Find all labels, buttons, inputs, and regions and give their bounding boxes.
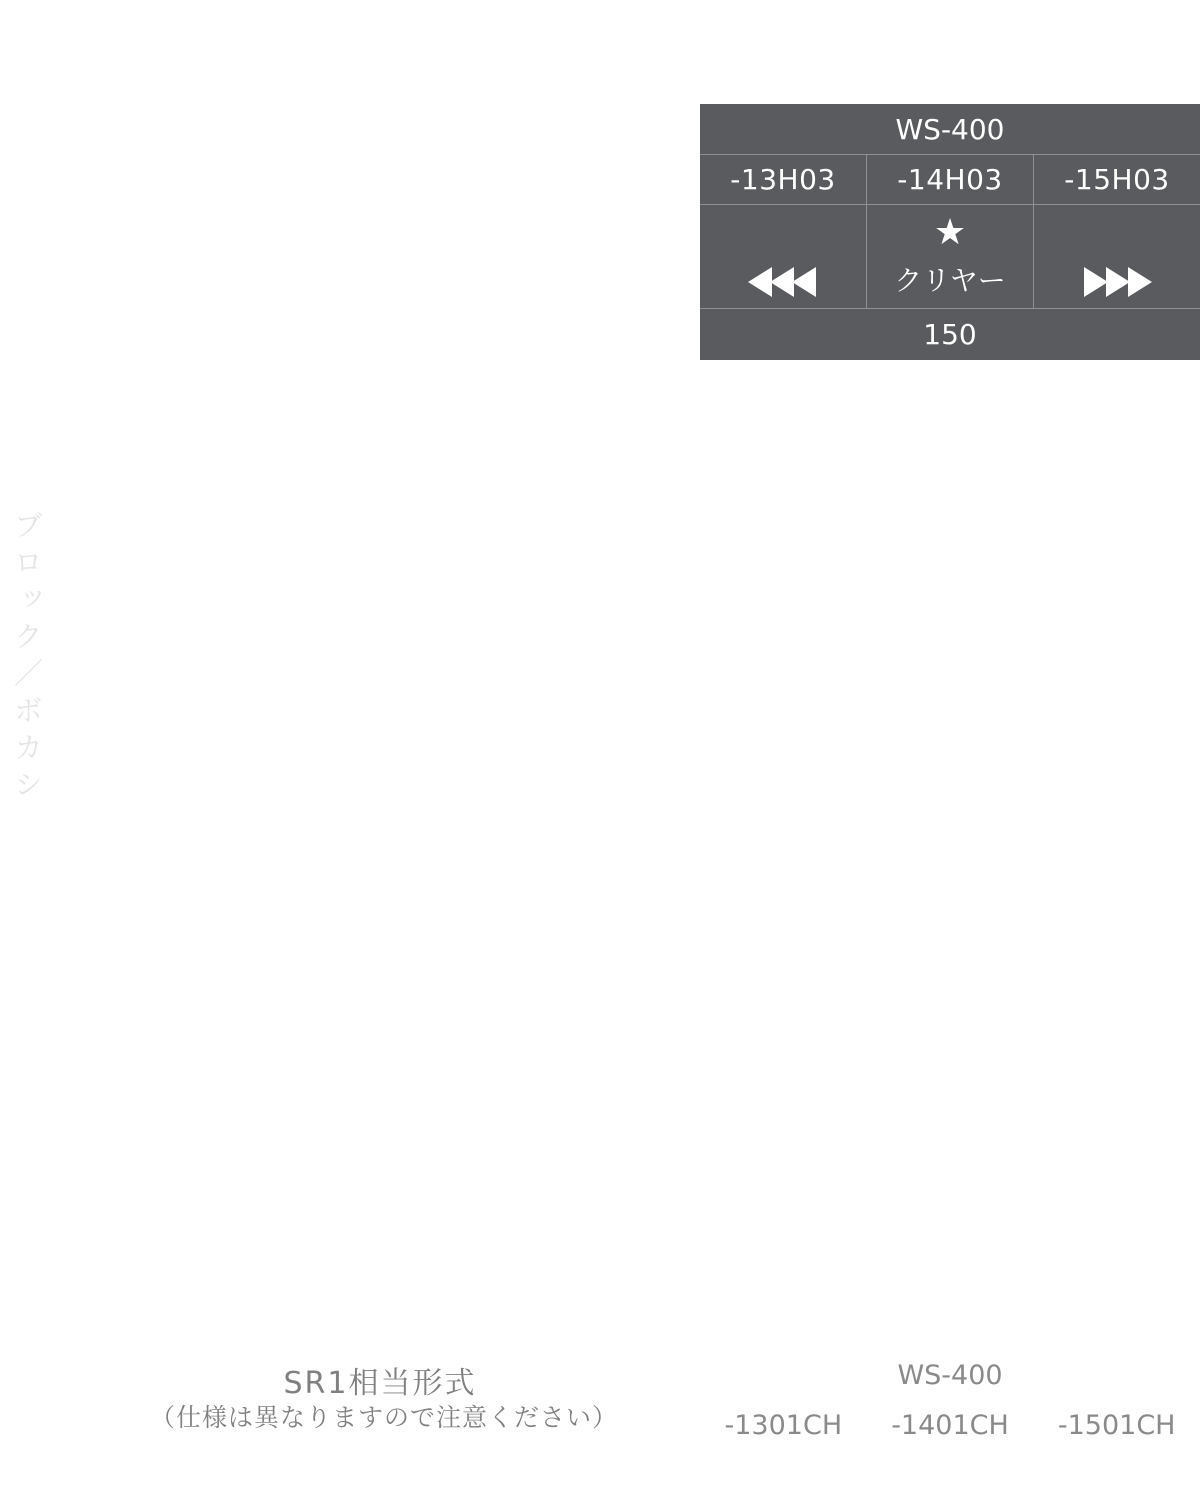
caption: [150, 1366, 619, 1434]
caption-sub: （仕様は異なりますので注意ください）: [150, 1403, 619, 1432]
spec-icon-cell-center: [866, 205, 1033, 308]
spec-count: 150: [923, 318, 977, 351]
model-code-1401: -1401CH: [891, 1410, 1009, 1441]
spec-table-count-row: [700, 309, 1200, 360]
spec-code-14: -14H03: [866, 155, 1033, 204]
rewind-triple-icon: [748, 267, 818, 297]
spec-icon-cell-left: [700, 205, 866, 308]
spec-table-icons-row: [700, 205, 1200, 309]
spec-table-title: WS-400: [895, 112, 1005, 146]
model-list-codes: [700, 1406, 1200, 1446]
spec-code-15: -15H03: [1033, 155, 1200, 204]
spec-table: [700, 104, 1200, 360]
spec-table-title-row: [700, 104, 1200, 155]
spec-table-codes-row: [700, 155, 1200, 205]
model-code-1501: -1501CH: [1057, 1410, 1176, 1441]
model-code-1301: -1301CH: [724, 1410, 843, 1441]
side-label-vertical: ブロック／ボカシ: [10, 510, 44, 806]
spec-icon-cell-right: [1033, 205, 1200, 308]
model-list: [700, 1356, 1200, 1446]
clear-label: クリヤー: [894, 264, 1006, 297]
model-list-title: WS-400: [897, 1360, 1003, 1391]
caption-main: SR1相当形式: [283, 1366, 477, 1401]
spec-code-13: -13H03: [730, 163, 836, 196]
star-icon: ★: [933, 212, 967, 253]
fast-forward-triple-icon: [1082, 267, 1152, 297]
